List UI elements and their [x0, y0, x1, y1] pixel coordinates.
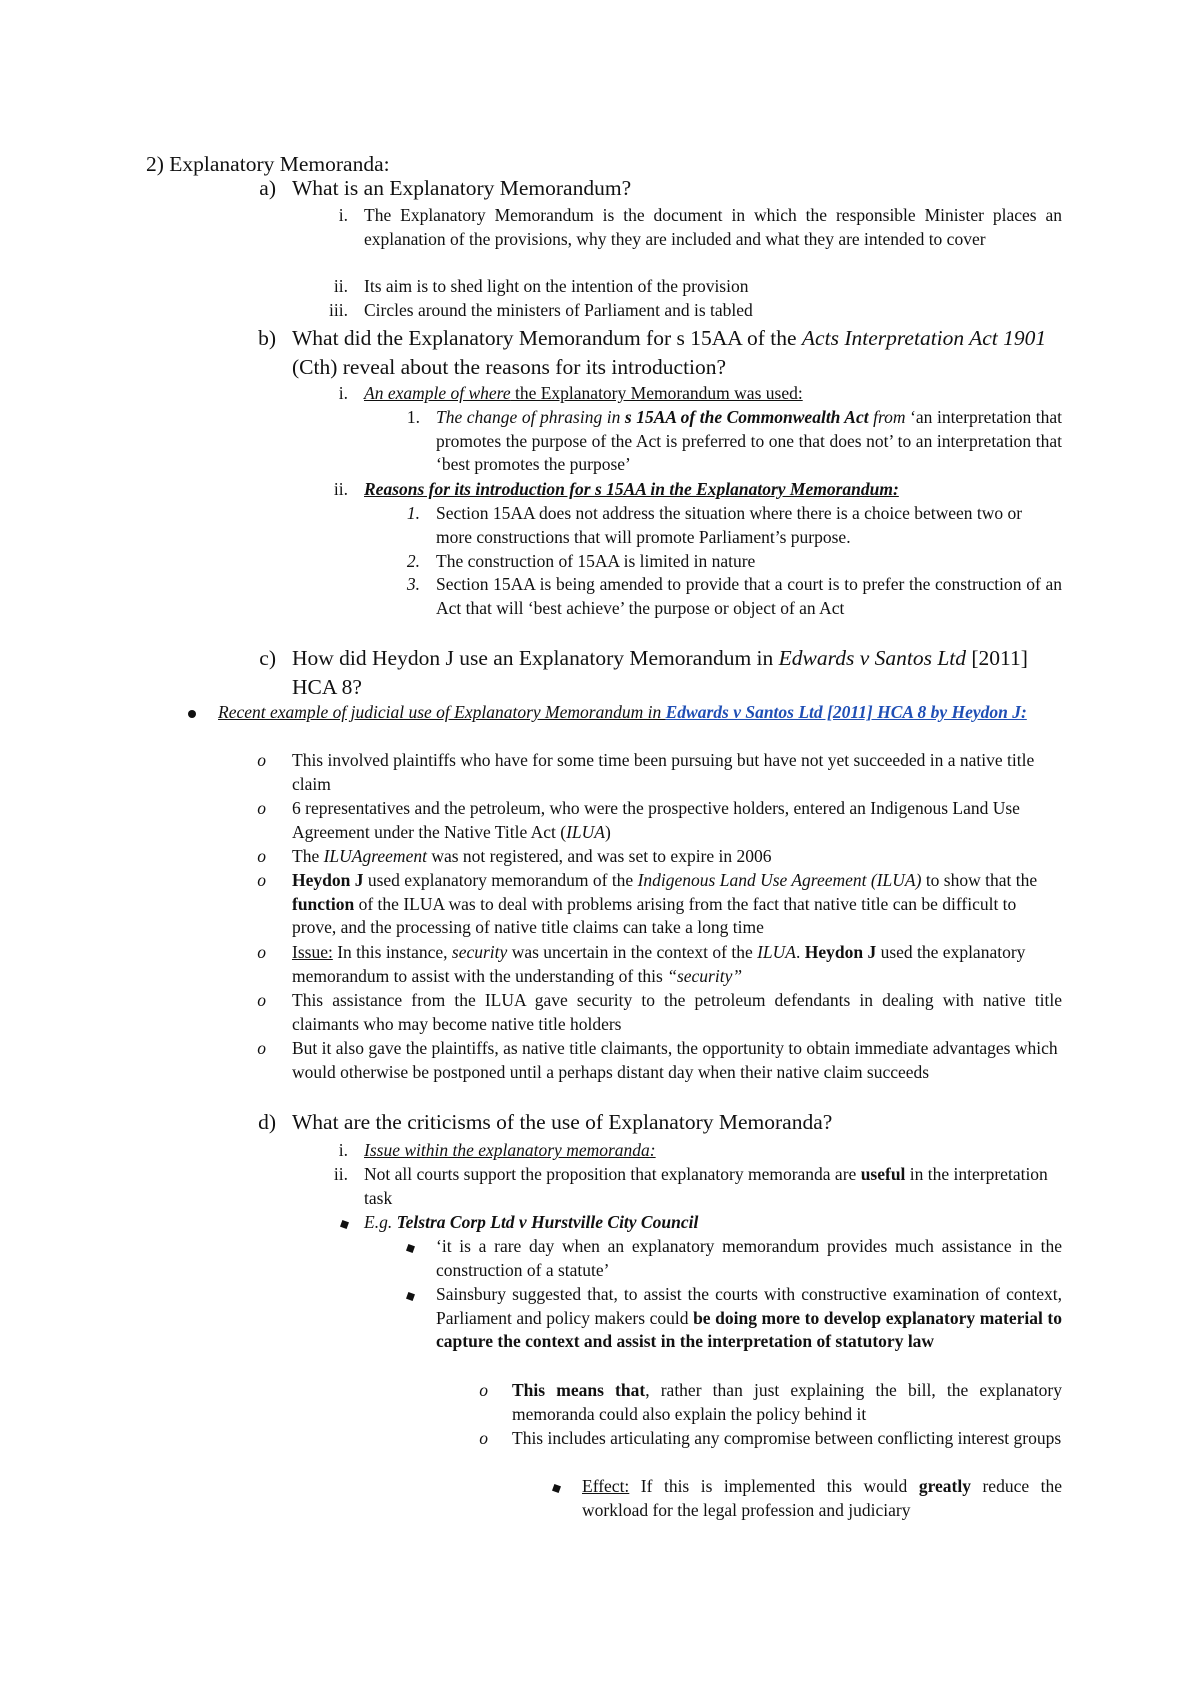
qb-example-item [380, 406, 1062, 477]
o-item-3-abbr: ILUAgreement [323, 846, 427, 866]
question-d-marker: d) [258, 1110, 276, 1134]
o-item-1 [252, 749, 1062, 796]
qa-item-1-marker: i. [338, 205, 348, 225]
qb-example [300, 382, 1062, 406]
qd-courts-bold: useful [860, 1164, 906, 1184]
qb-reason-2-marker: 2. [406, 551, 420, 571]
o-item-4-b: to show that the [921, 870, 1038, 890]
qb-reason-1 [380, 502, 1062, 549]
sainsbury-pre: Sainsbury suggested that, to assist the courts with constructive examination of context, Parliament and policy makers could [436, 1284, 1062, 1328]
qb-example-item-bold: s 15AA of the Commonwealth Act [624, 407, 869, 427]
qa-item-3 [300, 299, 1062, 323]
o-item-4-marker: o [257, 870, 266, 890]
o-item-5-ilua: ILUA [757, 942, 796, 962]
eg-telstra-pre: E.g. [364, 1212, 397, 1232]
qb-reason-1-marker: 1. [406, 503, 420, 523]
means-bold: This means that [512, 1380, 646, 1400]
square-bullet-icon [548, 1475, 560, 1499]
o-item-7 [252, 1037, 1062, 1084]
recent-example-label: Recent example of judicial use of Explanatory Memorandum in [218, 702, 666, 722]
o-item-5-d: used the explanatory memorandum to assist with the understanding of this [292, 942, 1026, 986]
edwards-case-link[interactable]: Edwards v Santos Ltd [2011] HCA 8 by Heydon J: [665, 702, 1027, 722]
effect-label: Effect: [582, 1476, 630, 1496]
qb-reason-2 [380, 550, 1062, 574]
qb-reason-3 [380, 573, 1062, 620]
question-b-pre: What did the Explanatory Memorandum for s 15AA of the [292, 326, 802, 350]
qb-reason-2-text: The construction of 15AA is limited in nature [436, 551, 756, 571]
square-bullet-icon [330, 1211, 348, 1235]
qb-reason-1-text: Section 15AA does not address the situation where there is a choice between two or more constructions that will promote Parliament’s purpose. [436, 503, 1023, 547]
means [474, 1379, 1062, 1426]
qa-item-2 [300, 275, 1062, 299]
qa-item-2-marker: ii. [333, 276, 348, 296]
o-item-5-a: In this instance, [332, 942, 452, 962]
o-item-5-quote: “security” [667, 965, 743, 986]
o-item-1-text: This involved plaintiffs who have for some time been pursuing but have not yet succeeded in a native title claim [292, 750, 1035, 794]
question-c-pre: How did Heydon J use an Explanatory Memorandum in [292, 646, 779, 670]
qa-item-3-marker: iii. [329, 300, 348, 320]
includes-marker: o [479, 1428, 488, 1448]
o-item-7-text: But it also gave the plaintiffs, as native title claimants, the opportunity to obtain immediate advantages which would otherwise be postponed until a perhaps distant day when their native claim succeeds [292, 1038, 1058, 1082]
o-item-5-issue: Issue: [292, 942, 333, 962]
qa-item-1 [300, 204, 1062, 251]
o-item-1-marker: o [257, 750, 266, 770]
qa-item-2-text: Its aim is to shed light on the intention of the provision [364, 276, 749, 296]
question-d [232, 1108, 1062, 1137]
includes-text: This includes articulating any compromise between conflicting interest groups [512, 1428, 1062, 1448]
question-b-marker: b) [258, 326, 276, 350]
o-item-4-judge: Heydon J [292, 870, 364, 890]
question-b-act: Acts Interpretation Act 1901 [801, 326, 1047, 350]
qb-example-label: An example of where [364, 383, 511, 403]
o-item-4-c: of the ILUA was to deal with problems arising from the fact that native title can be difficult to prove, and the processing of native title claims can take a long time [292, 893, 1017, 937]
o-item-2-abbr: ILUA [566, 821, 605, 842]
o-item-5 [252, 941, 1062, 988]
qb-example-item-marker: 1. [406, 407, 420, 427]
effect [548, 1475, 1062, 1522]
recent-example [184, 701, 1062, 725]
o-item-2-pre: 6 representatives and the petroleum, who were the prospective holders, entered an Indigenous Land Use Agreement under the Native Title Act ( [292, 798, 1020, 842]
question-b-post: (Cth) reveal about the reasons for its introduction? [292, 354, 727, 379]
o-item-3 [252, 845, 1062, 869]
o-item-6 [252, 989, 1062, 1036]
qd-issue-text: Issue within the explanatory memoranda: [364, 1140, 656, 1160]
question-a [232, 174, 1062, 203]
qd-courts-marker: ii. [333, 1164, 348, 1184]
qd-issue-marker: i. [338, 1140, 348, 1160]
o-item-6-text: This assistance from the ILUA gave security to the petroleum defendants in dealing with native title claimants who may become native title holders [292, 990, 1062, 1034]
qb-reasons [300, 478, 1062, 502]
eg-telstra-case: Telstra Corp Ltd v Hurstville City Council [396, 1212, 699, 1232]
eg-telstra [330, 1211, 1062, 1235]
means-marker: o [479, 1380, 488, 1400]
o-item-5-b: was uncertain in the context of the [507, 942, 758, 962]
o-item-3-pre: The [292, 846, 324, 866]
qb-example-item-post: ‘an interpretation that promotes the purpose of the Act is preferred to one that does not’ to an interpretation that ‘best promotes the purpose’ [436, 407, 1062, 474]
qd-issue [300, 1139, 1062, 1163]
o-item-5-judge: Heydon J [804, 942, 877, 962]
o-item-5-security: security [451, 942, 508, 962]
qb-example-item-pre: The change of phrasing in [436, 407, 625, 427]
qd-courts-pre: Not all courts support the proposition that explanatory memoranda are [364, 1164, 861, 1184]
qb-reason-3-marker: 3. [406, 574, 420, 594]
question-c-case: Edwards v Santos Ltd [778, 646, 967, 670]
square-bullet-icon [400, 1283, 414, 1307]
qb-example-item-mid: from [868, 407, 911, 427]
o-item-2-post: ) [605, 821, 611, 842]
o-item-6-marker: o [257, 990, 266, 1010]
effect-bold: greatly [918, 1476, 971, 1496]
telstra-quote [400, 1235, 1062, 1282]
o-item-4-agreement: Indigenous Land Use Agreement (ILUA) [637, 870, 922, 890]
means-post: , rather than just explaining the bill, the explanatory memoranda could also explain the policy behind it [512, 1380, 1062, 1424]
bullet-icon [184, 701, 196, 725]
o-item-7-marker: o [257, 1038, 266, 1058]
qb-example-rest: the Explanatory Memorandum was used: [510, 383, 803, 403]
effect-b: reduce the workload for the legal profession and judiciary [582, 1476, 1062, 1520]
o-item-4-function: function [292, 893, 355, 914]
qa-item-1-text: The Explanatory Memorandum is the document in which the responsible Minister places an explanation of the provisions, why they are included and what they are intended to cover [364, 205, 1062, 249]
sainsbury-bold: be doing more to develop explanatory material to capture the context and assist in the interpretation of statutory law [436, 1307, 1063, 1351]
heading-text: 2) Explanatory Memoranda: [146, 152, 390, 176]
qb-example-marker: i. [338, 383, 348, 403]
qb-reasons-marker: ii. [333, 479, 348, 499]
o-item-4-a: used explanatory memorandum of the [363, 870, 638, 890]
o-item-5-c: . [795, 942, 805, 962]
includes [474, 1427, 1062, 1451]
question-d-text: What are the criticisms of the use of Explanatory Memoranda? [292, 1110, 833, 1134]
o-item-2-marker: o [257, 798, 266, 818]
qa-item-3-text: Circles around the ministers of Parliament and is tabled [364, 300, 753, 320]
effect-a: If this is implemented this would [629, 1476, 919, 1496]
o-item-3-marker: o [257, 846, 266, 866]
question-c-post: [2011] HCA 8? [292, 646, 1028, 699]
qd-courts-post: in the interpretation task [364, 1164, 1048, 1208]
qb-reasons-text: Reasons for its introduction for s 15AA in the Explanatory Memorandum: [364, 479, 899, 499]
question-b [232, 324, 1062, 381]
telstra-quote-text: ‘it is a rare day when an explanatory memorandum provides much assistance in the construction of a statute’ [436, 1236, 1062, 1280]
o-item-5-marker: o [257, 942, 266, 962]
question-c-marker: c) [259, 646, 276, 670]
question-a-marker: a) [259, 176, 276, 200]
o-item-2 [252, 797, 1062, 844]
qd-courts [300, 1163, 1062, 1210]
sainsbury [400, 1283, 1062, 1354]
question-c [232, 644, 1062, 701]
o-item-3-post: was not registered, and was set to expire in 2006 [426, 846, 772, 866]
square-bullet-icon [400, 1235, 414, 1259]
question-a-text: What is an Explanatory Memorandum? [292, 176, 632, 200]
o-item-4 [252, 869, 1062, 940]
qb-reason-3-text: Section 15AA is being amended to provide that a court is to prefer the construction of an Act that will ‘best achieve’ the purpose or object of an Act [436, 574, 1062, 618]
